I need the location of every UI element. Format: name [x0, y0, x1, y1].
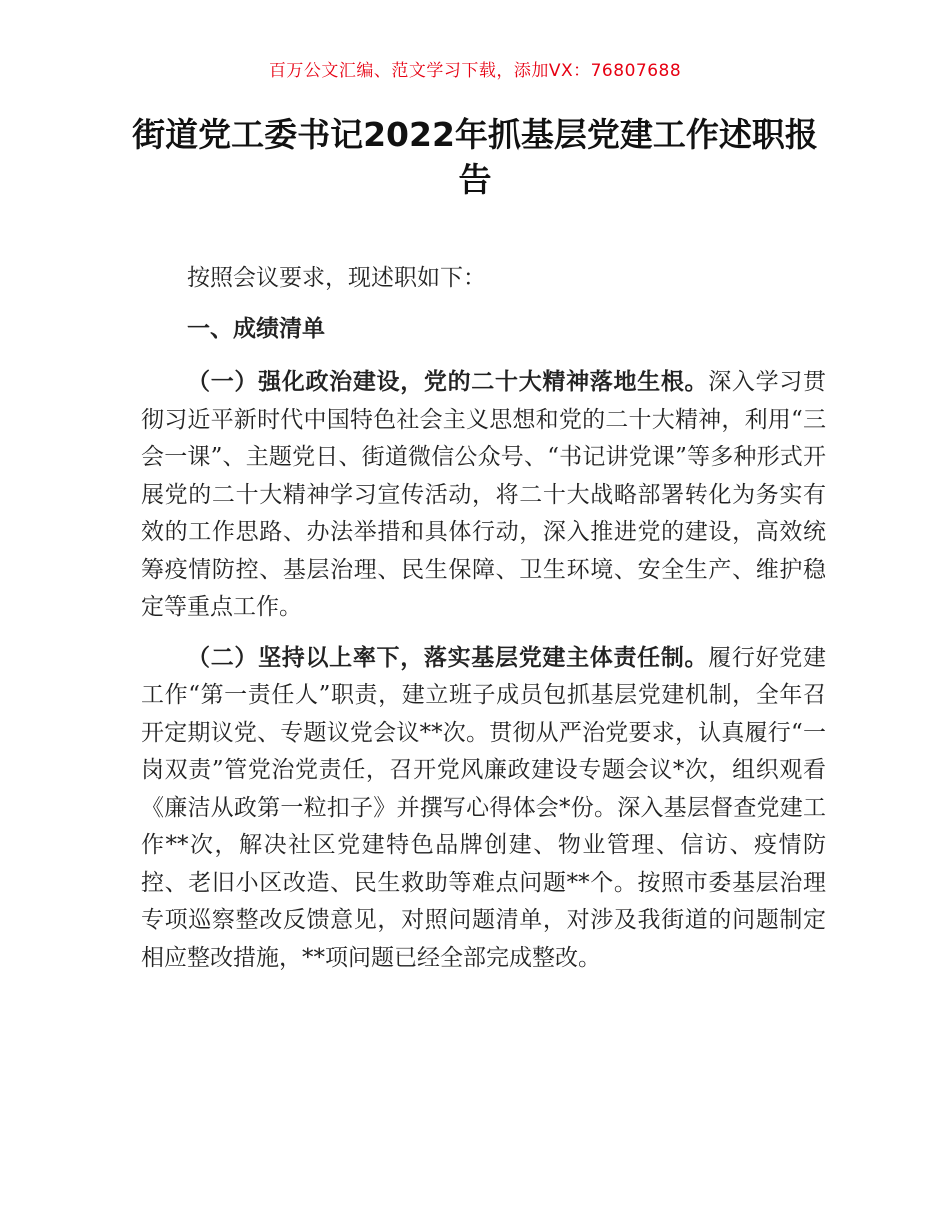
header-note: 百万公文汇编、范文学习下载，添加VX：76807688 [268, 61, 682, 81]
intro-paragraph: 按照会议要求，现述职如下： [187, 265, 486, 291]
paragraph-item-2-lead: （二）坚持以上率下，落实基层党建主体责任制。 [187, 644, 709, 671]
paragraph-item-2-text: 履行好党建工作“第一责任人”职责，建立班子成员包抓基层党建机制，全年召开定期议党、专题议党会议**次。贯彻从严治党要求，认真履行“一岗双责”管党治党责任，召开党风廉政建设专题会议*次，组织观看《廉洁从政第一粒扣子》并撰写心得体会*份。深入基层督查党建工作**次，解决社区党建特色品牌创建、物业管理、信访、疫情防控、老旧小区改造、民生救助等难点问题**个。按照市委基层治理专项巡察整改反馈意见，对照问题清单，对涉及我街道的问题制定相应整改措施，**项问题已经全部完成整改。 [141, 644, 827, 971]
section-heading: 一、成绩清单 [187, 315, 325, 342]
paragraph-item-1-text: 深入学习贯彻习近平新时代中国特色社会主义思想和党的二十大精神，利用“三会一课”、主题党日、街道微信公众号、“书记讲党课”等多种形式开展党的二十大精神学习宣传活动，将二十大战略部署转化为务实有效的工作思路、办法举措和具体行动，深入推进党的建设，高效统筹疫情防控、基层治理、民生保障、卫生环境、安全生产、维护稳定等重点工作。 [141, 369, 827, 620]
paragraph-item-1-lead: （一）强化政治建设，党的二十大精神落地生根。 [187, 369, 709, 395]
document-body [141, 260, 826, 990]
paragraph-item-1 [141, 364, 826, 627]
paragraph-item-2 [141, 640, 826, 978]
document-title: 街道党工委书记2022年抓基层党建工作述职报告 [132, 115, 818, 199]
